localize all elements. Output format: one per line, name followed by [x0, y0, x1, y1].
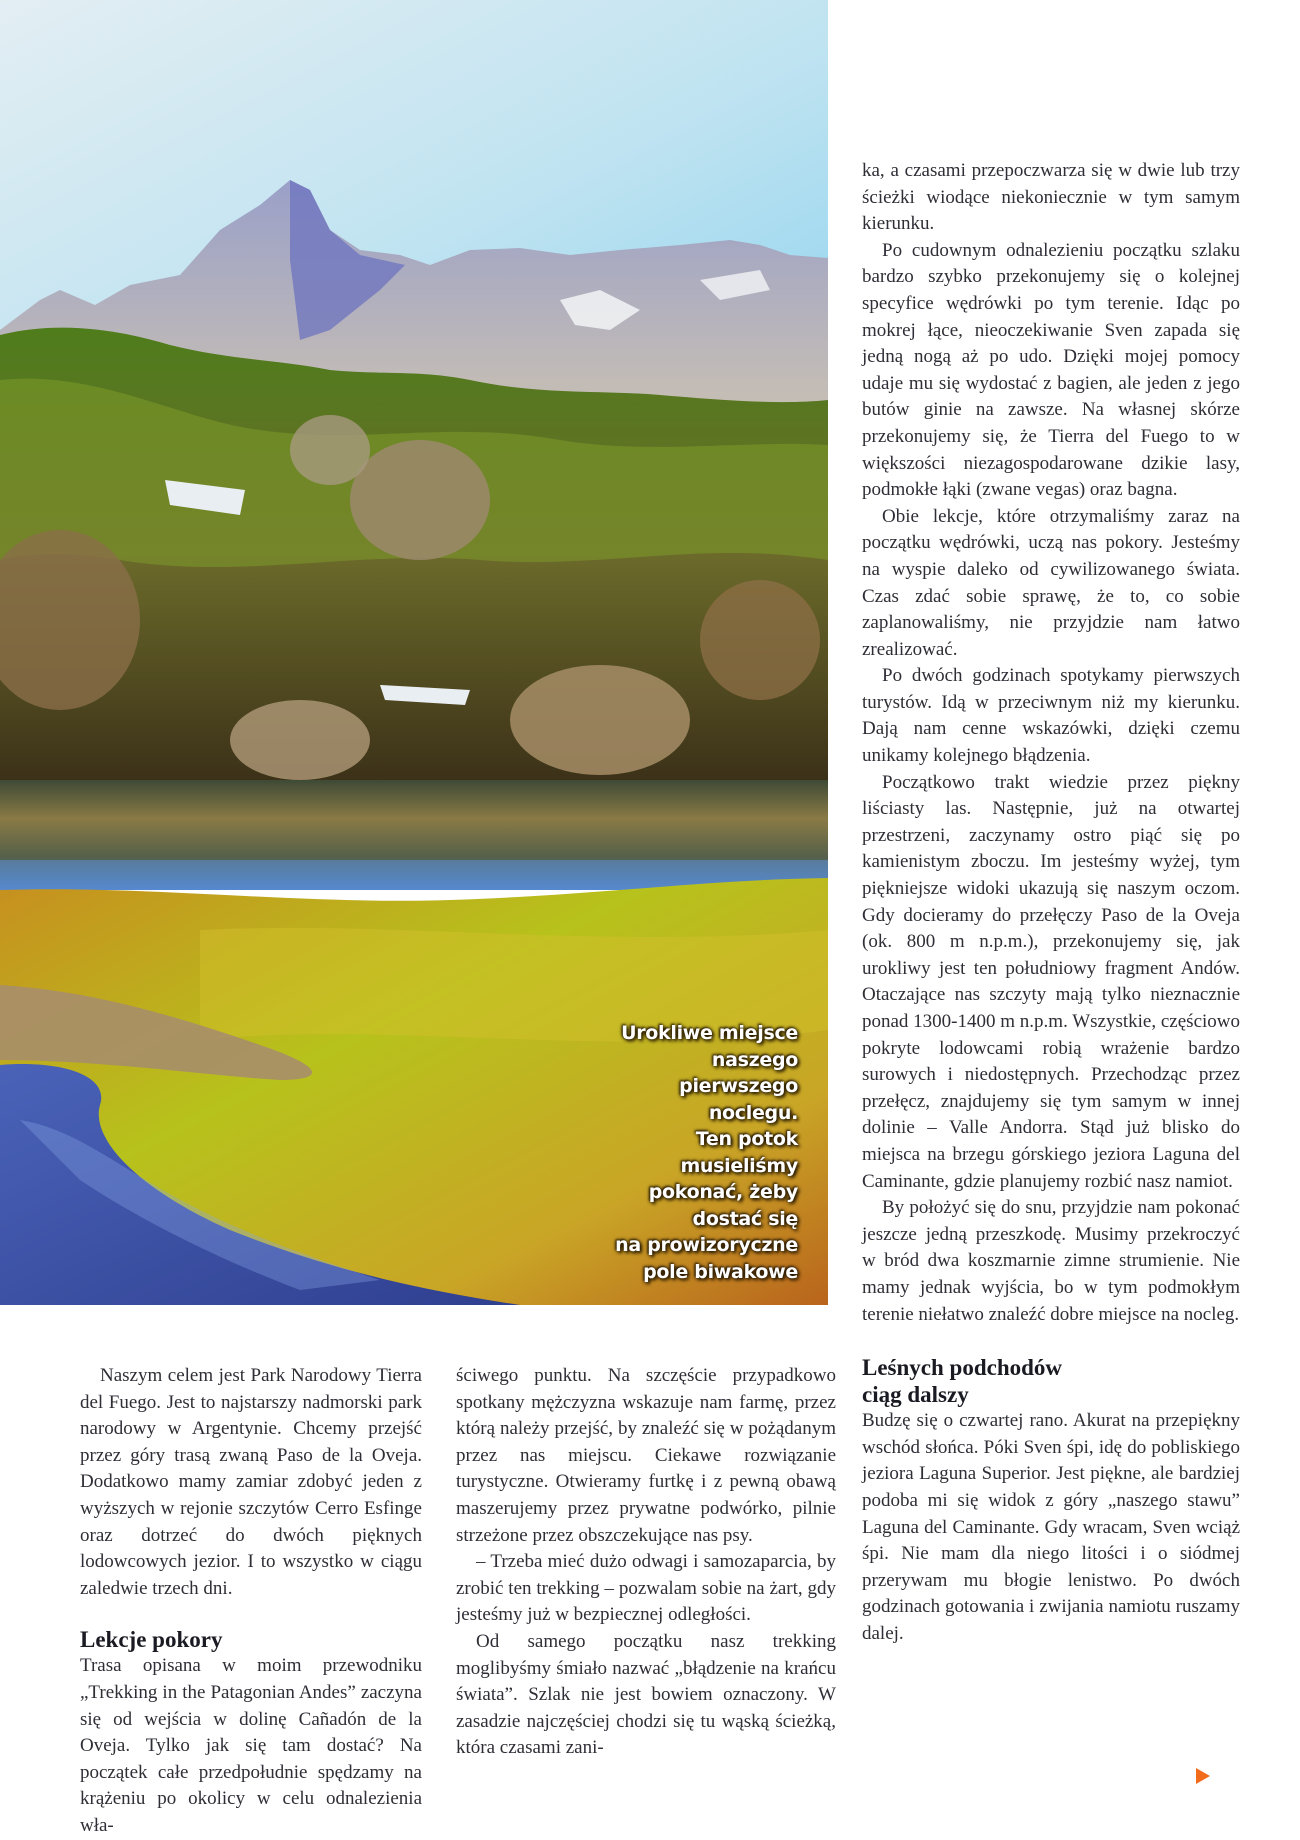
- paragraph: Trasa opisana w moim przewodniku „Trekking in the Patagonian Andes” zaczyna się od wejścia w dolinę Cañadón de la Oveja. Tylko jak się tam dostać? Na początek całe przedpołudnie spędzamy na krążeniu po okolicy w celu odnalezienia wła-: [80, 1655, 422, 1836]
- paragraph: Po dwóch godzinach spotykamy pierwszych turystów. Idą w przeciwnym niż my kierunku. Dają nam cenne wskazówki, dzięki czemu unikamy kolejnego błądzenia.: [862, 665, 1240, 767]
- paragraph: By położyć się do snu, przyjdzie nam pokonać jeszcze jedną przeszkodę. Musimy przekroczyć w bród dwa koszmarnie zimne strumienie. Nie mamy jednak wyjścia, bo w tym podmokłym terenie niełatwo znaleźć dobre miejsce na nocleg.: [862, 1197, 1240, 1325]
- caption-line: pierwszego: [679, 1075, 798, 1097]
- caption-line: pole biwakowe: [643, 1260, 798, 1283]
- caption-line: na prowizoryczne: [615, 1234, 798, 1256]
- article-column-middle: [456, 1363, 836, 1762]
- caption-line: pokonać, żeby: [648, 1181, 798, 1203]
- caption-line: musieliśmy: [680, 1154, 798, 1177]
- caption-line: Ten potok: [695, 1128, 798, 1150]
- paragraph: Początkowo trakt wiedzie przez piękny liściasty las. Następnie, już na otwartej przestrzeni, zaczynamy ostro piąć się po kamienistym zboczu. Im jesteśmy wyżej, tym piękniejsze widoki ukazują się naszym oczom. Gdy docieramy do przełęczy Paso de la Oveja (ok. 800 m n.p.m.), przekonujemy się, jak urokliwy jest ten południowy fragment Andów. Otaczające nas szczyty mają tylko nieznacznie ponad 1300-1400 m n.p.m. Wszystkie, częściowo pokryte lodowcami robią wrażenie bardzo surowych i niedostępnych. Przechodząc przez przełęcz, znajdujemy się tym samym w innej dolinie – Valle Andorra. Stąd już blisko do miejsca na brzegu górskiego jeziora Laguna del Caminante, gdzie planujemy rozbić nasz namiot.: [862, 771, 1240, 1192]
- heading-line: Leśnych podchodów: [862, 1355, 1063, 1381]
- caption-line: noclegu.: [708, 1101, 798, 1124]
- paragraph: ściwego punktu. Na szczęście przypadkowo spotkany mężczyzna wskazuje nam farmę, przez którą należy przejść, by znaleźć się w pożądanym przez nas miejscu. Ciekawe rozwiązanie turystyczne. Otwieramy furtkę i z pewną obawą maszerujemy przez prywatne podwórko, pilnie strzeżone przez obszczekujące nas psy.: [456, 1365, 836, 1546]
- heading-line: ciąg dalszy: [862, 1382, 969, 1408]
- intro-paragraph: Naszym celem jest Park Narodowy Tierra del Fuego. Jest to najstarszy nadmorski park narodowy w Argentynie. Chcemy przejść przez góry trasą zwaną Paso de la Oveja. Dodatkowo mamy zamiar zdobyć jeden z wyższych w rejonie szczytów Cerro Esfinge oraz dotrzeć do dwóch pięknych lodowcowych jezior. I to wszystko w ciągu zaledwie trzech dni.: [80, 1365, 422, 1599]
- section-heading: Lekcje pokory: [80, 1627, 223, 1653]
- caption-line: naszego: [711, 1048, 798, 1071]
- photo-caption: [558, 1020, 798, 1285]
- caption-line: Urokliwe miejsce: [621, 1022, 798, 1044]
- paragraph: Od samego początku nasz trekking moglibyśmy śmiało nazwać „błądzenie na krańcu świata”. Szlak nie jest bowiem oznaczony. W zasadzie najczęściej chodzi się tu wąską ścieżką, która czasami zani-: [456, 1630, 836, 1759]
- paragraph: Budzę się o czwartej rano. Akurat na przepiękny wschód słońca. Póki Sven śpi, idę do pobliskiego jeziora Laguna Superior. Jest piękne, ale bardziej podoba mi się widok z góry „naszego stawu” Laguna del Caminante. Gdy wracam, Sven wciąż śpi. Nie mam dla niego litości i o siódmej przerywam mu błogie lenistwo. Po dwóch godzinach gotowania i zwijania namiotu ruszamy dalej.: [862, 1410, 1240, 1644]
- caption-line: dostać się: [692, 1207, 798, 1230]
- paragraph: – Trzeba mieć dużo odwagi i samozaparcia, by zrobić ten trekking – pozwalam sobie na żart, gdy jesteśmy już w bezpiecznej odległości.: [456, 1551, 836, 1626]
- article-column-right: [862, 158, 1240, 1647]
- paragraph: Obie lekcje, które otrzymaliśmy zaraz na początku wędrówki, uczą nas pokory. Jesteśmy na wyspie daleko od cywilizowanego świata. Czas zdać sobie sprawę, że to, co sobie zaplanowaliśmy, nie przyjdzie nam łatwo zrealizować.: [862, 505, 1240, 660]
- triangle-right-icon: [1196, 1768, 1210, 1784]
- paragraph: Po cudownym odnalezieniu początku szlaku bardzo szybko przekonujemy się o kolejnej specyfice wędrówki po tym terenie. Idąc po mokrej łące, nieoczekiwanie Sven zapada się jedną nogą aż po udo. Dzięki mojej pomocy udaje mu się wydostać z bagien, ale jeden z jego butów ginie na zawsze. Na własnej skórze przekonujemy się, że Tierra del Fuego to w większości niezagospodarowane dzikie lasy, podmokłe łąki (zwane vegas) oraz bagna.: [862, 239, 1240, 501]
- article-column-left: [80, 1363, 422, 1840]
- landscape-photo: [0, 0, 828, 1305]
- paragraph: ka, a czasami przepoczwarza się w dwie lub trzy ścieżki wiodące niekoniecznie w tym samym kierunku.: [862, 160, 1240, 235]
- section-heading: [862, 1354, 1240, 1408]
